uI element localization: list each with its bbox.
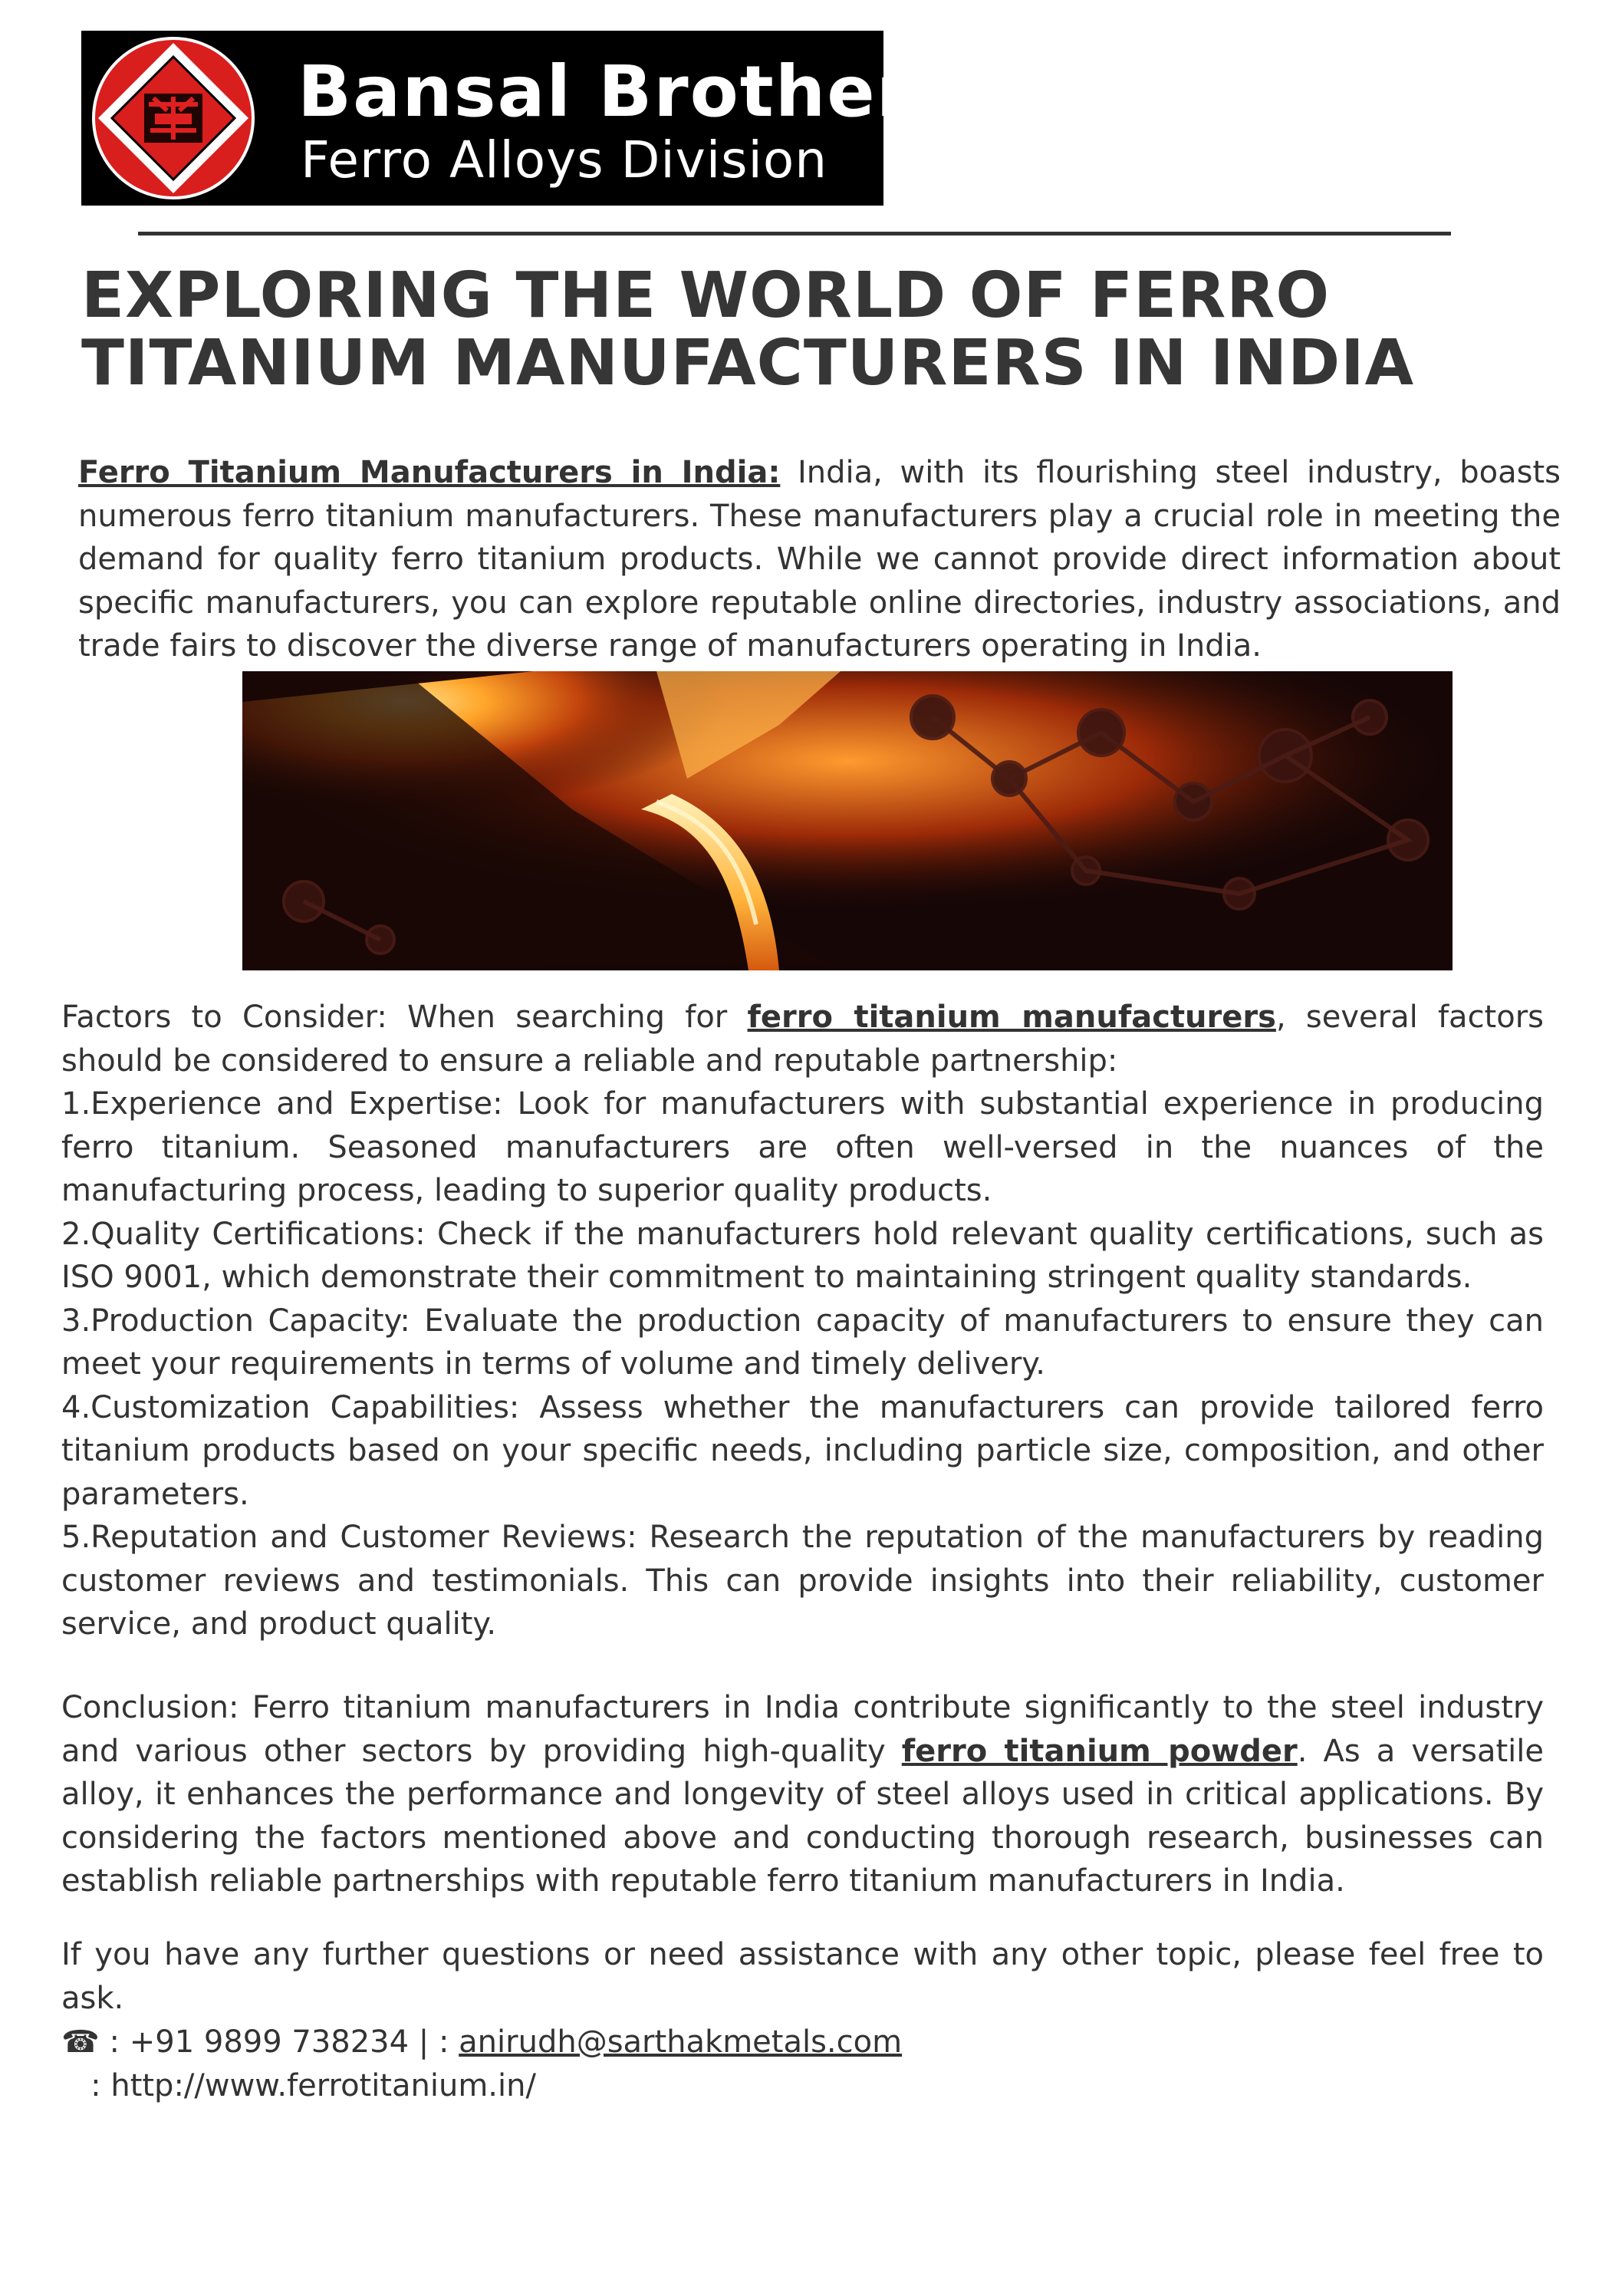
factor-item: 4.Customization Capabilities: Assess whether the manufacturers can provide tailored ferro titanium products based on your specific needs, including particle size, composition, and other parameters.: [61, 1389, 1544, 1512]
phone-icon: ☎: [61, 2024, 100, 2060]
ferro-titanium-powder-link[interactable]: ferro titanium powder: [901, 1733, 1298, 1769]
diamond-emblem-icon: [89, 34, 258, 203]
header-divider: [138, 232, 1451, 236]
intro-text: India, with its flourishing steel industry, boasts numerous ferro titanium manufacturers. These manufacturers play a crucial role in meeting the demand for quality ferro titanium products. While we cannot provide direct information about specific manufacturers, you can explore reputable online directories, industry associations, and trade fairs to discover the diverse range of manufacturers operating in India.: [78, 455, 1561, 664]
factor-item: 5.Reputation and Customer Reviews: Research the reputation of the manufacturers by reading customer reviews and testimonials. This can provide insights into their reliability, customer service, and product quality.: [61, 1520, 1544, 1642]
factors-intro: [61, 996, 1544, 1082]
factor-item: 3.Production Capacity: Evaluate the production capacity of manufacturers to ensure they can meet your requirements in terms of volume and timely delivery.: [61, 1303, 1544, 1382]
molten-metal-photo: [242, 671, 1453, 970]
page-title: EXPLORING THE WORLD OF FERRO TITANIUM MANUFACTURERS IN INDIA: [81, 259, 1415, 400]
contact-line: [61, 2021, 1544, 2064]
conclusion-text-end: . As a versatile alloy, it enhances the performance and longevity of steel alloys used in critical applications. By considering the factors mentioned above and conducting thorough research, businesses can establish reliable partnerships with reputable ferro titanium manufacturers in India.: [61, 1733, 1544, 1899]
contact-block: [61, 2021, 1544, 2107]
factors-section: [61, 996, 1544, 1646]
logo-title: Bansal Brothers: [298, 51, 956, 133]
factor-item: 1.Experience and Expertise: Look for manufacturers with substantial experience in producing ferro titanium. Seasoned manufacturers are often well-versed in the nuances of the manufacturing process, leading to superior quality products.: [61, 1086, 1544, 1208]
email-link[interactable]: anirudh@sarthakmetals.com: [459, 2024, 903, 2060]
ferro-titanium-manufacturers-link[interactable]: ferro titanium manufacturers: [747, 1000, 1276, 1035]
website-line[interactable]: : http://www.ferrotitanium.in/: [61, 2067, 536, 2103]
phone-number: : +91 9899 738234 | :: [99, 2024, 459, 2060]
factors-lead-text: Factors to Consider: When searching for: [61, 1000, 748, 1035]
logo-subtitle: Ferro Alloys Division: [301, 130, 828, 189]
factors-lead-text-end: , several factors should be considered to ensure a reliable and reputable partnership:: [61, 1000, 1544, 1079]
conclusion-paragraph: [61, 1686, 1544, 1903]
intro-paragraph: [78, 451, 1561, 668]
factor-item: 2.Quality Certifications: Check if the manufacturers hold relevant quality certifications, such as ISO 9001, which demonstrate their commitment to maintaining stringent quality standards.: [61, 1216, 1544, 1295]
conclusion-text: Conclusion: Ferro titanium manufacturers in India contribute significantly to the steel industry and various other sectors by providing high-quality: [61, 1690, 1544, 1769]
closing-paragraph: If you have any further questions or need assistance with any other topic, please feel free to ask.: [61, 1937, 1544, 2016]
intro-lead-link[interactable]: Ferro Titanium Manufacturers in India:: [78, 455, 781, 490]
company-logo-banner: [81, 31, 956, 206]
